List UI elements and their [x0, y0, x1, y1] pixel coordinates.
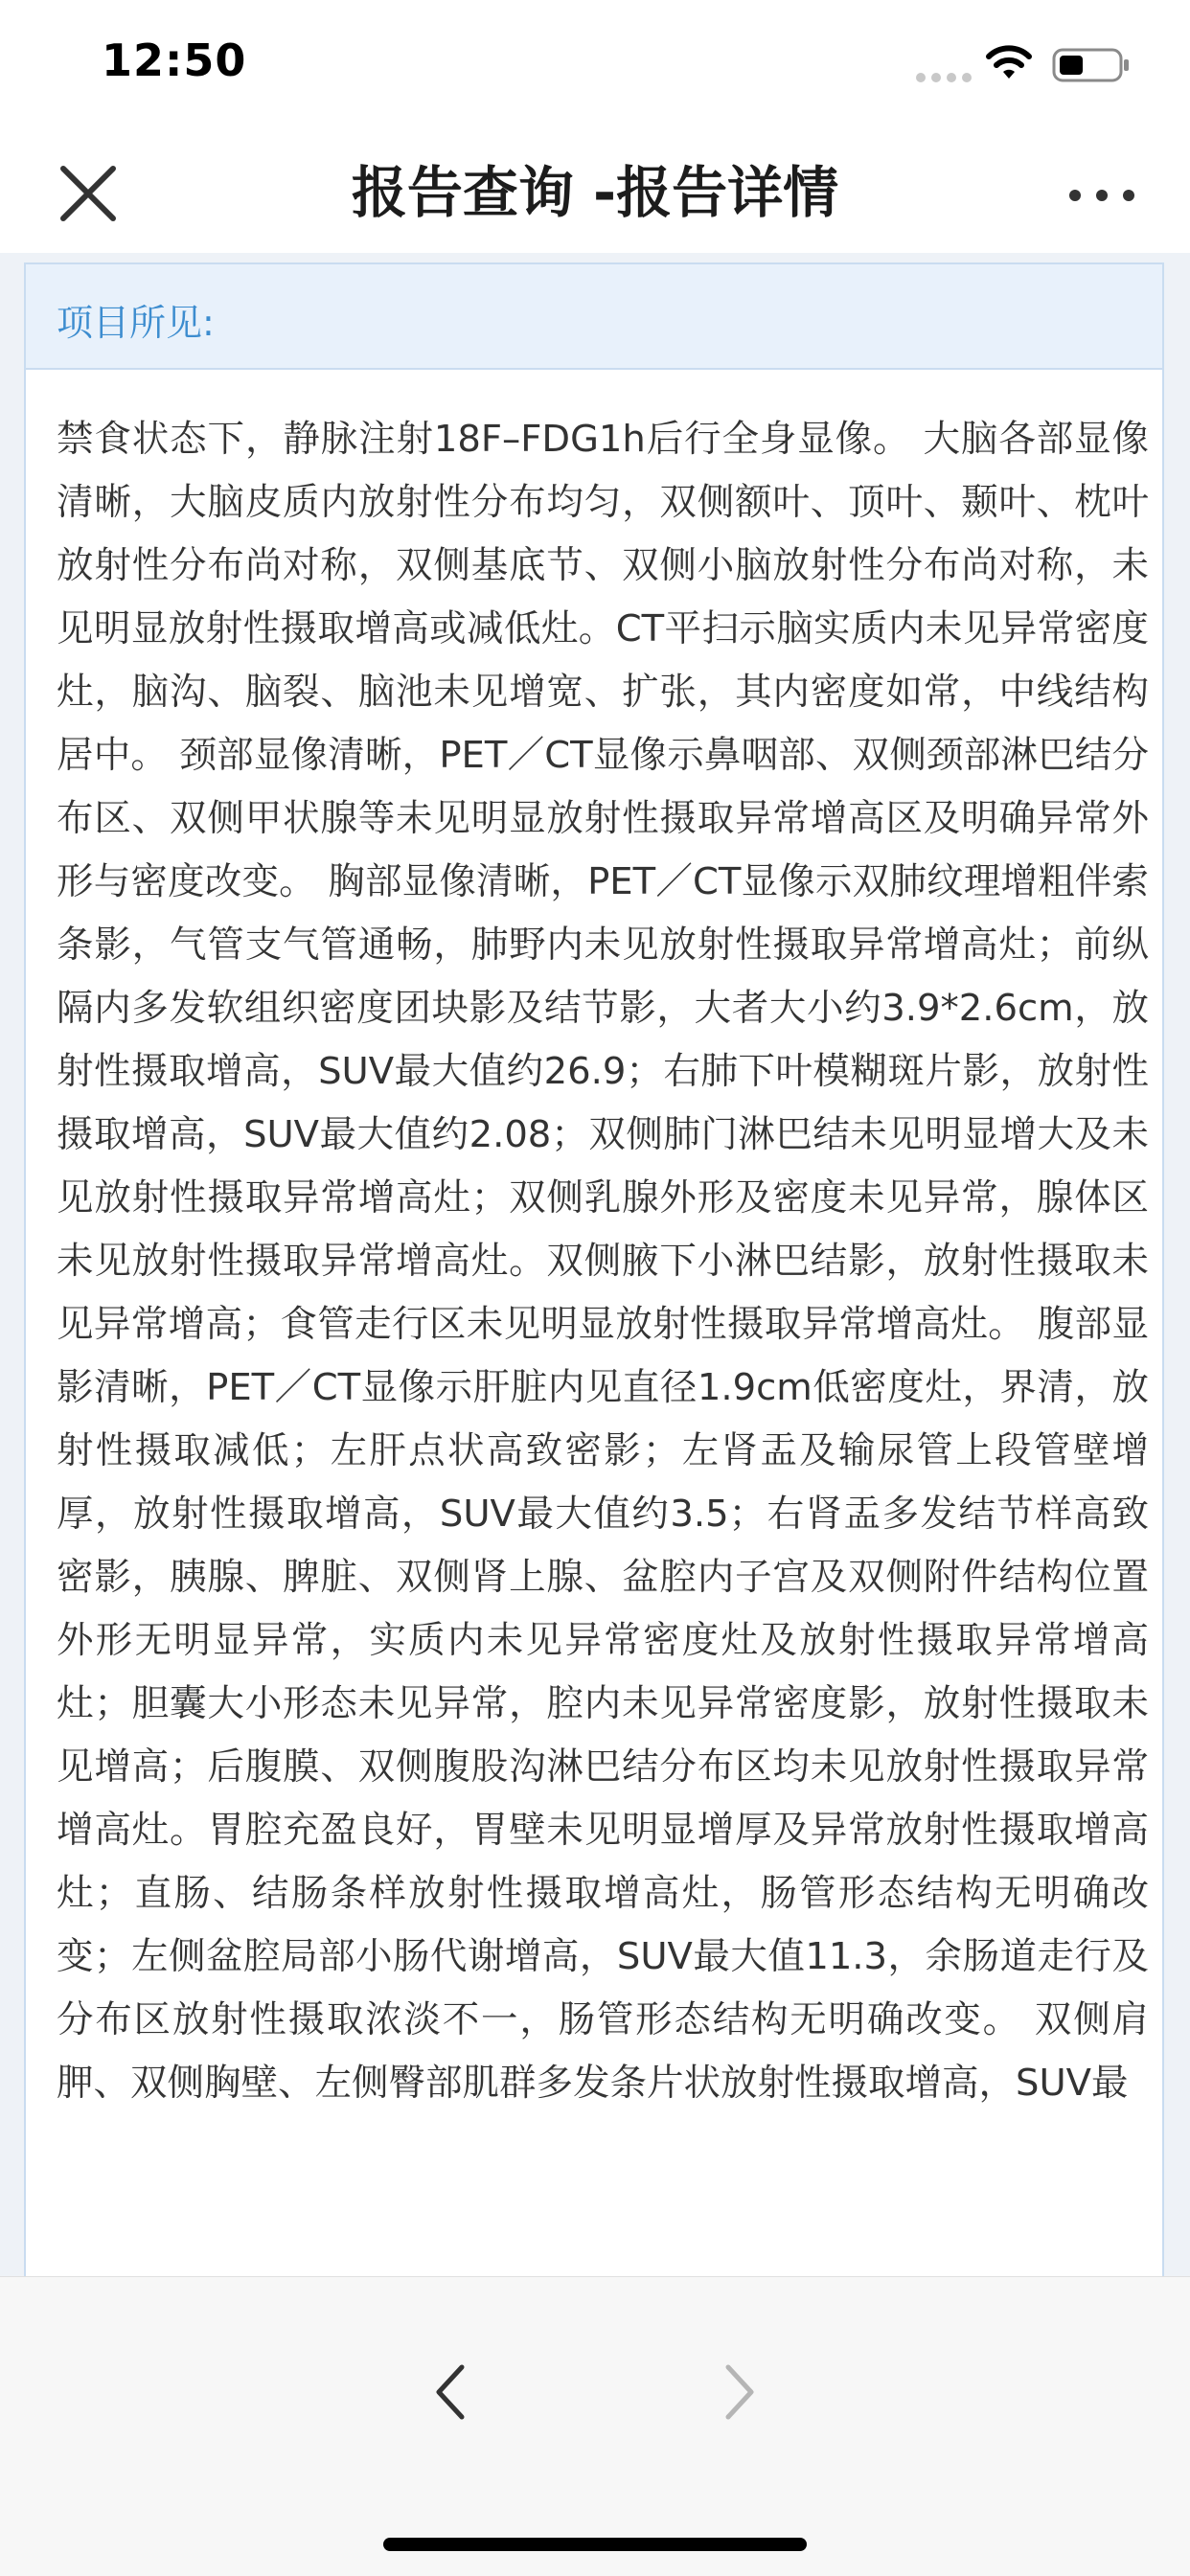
- status-time: 12:50: [102, 34, 247, 86]
- nav-bar: [0, 134, 1190, 254]
- close-icon[interactable]: [50, 155, 126, 232]
- wifi-icon: [985, 44, 1033, 82]
- chevron-left-icon[interactable]: [414, 2354, 491, 2430]
- findings-text: 禁食状态下，静脉注射18F–FDG1h后行全身显像。 大脑各部显像清晰，大脑皮质内放射性分布均匀，双侧额叶、顶叶、颞叶、枕叶放射性分布尚对称，双侧基底节、双侧小脑放射性分布尚对称，未见明显放射性摄取增高或减低灶。CT平扫示脑实质内未见异常密度灶，脑沟、脑裂、脑池未见增宽、扩张，其内密度如常，中线结构居中。 颈部显像清晰，PET／CT显像示鼻咽部、双侧颈部淋巴结分布区、双侧甲状腺等未见明显放射性摄取异常增高区及明确异常外形与密度改变。 胸部显像清晰，PET／CT显像示双肺纹理增粗伴索条影，气管支气管通畅，肺野内未见放射性摄取异常增高灶；前纵隔内多发软组织密度团块影及结节影，大者大小约3.9*2.6cm，放射性摄取增高，SUV最大值约26.9；右肺下叶模糊斑片影，放射性摄取增高，SUV最大值约2.08；双侧肺门淋巴结未见明显增大及未见放射性摄取异常增高灶；双侧乳腺外形及密度未见异常，腺体区未见放射性摄取异常增高灶。双侧腋下小淋巴结影，放射性摄取未见异常增高；食管走行区未见明显放射性摄取异常增高灶。 腹部显影清晰，PET／CT显像示肝脏内见直径1.9cm低密度灶，界清，放射性摄取减低；左肝点状高致密影；左肾盂及输尿管上段管壁增厚，放射性摄取增高，SUV最大值约3.5；右肾盂多发结节样高致密影，胰腺、脾脏、双侧肾上腺、盆腔内子宫及双侧附件结构位置外形无明显异常，实质内未见异常密度灶及放射性摄取异常增高灶；胆囊大小形态未见异常，腔内未见异常密度影，放射性摄取未见增高；后腹膜、双侧腹股沟淋巴结分布区均未见放射性摄取异常增高灶。胃腔充盈良好，胃壁未见明显增厚及异常放射性摄取增高灶；直肠、结肠条样放射性摄取增高灶，肠管形态结构无明确改变；左侧盆腔局部小肠代谢增高，SUV最大值11.3，余肠道走行及分布区放射性摄取浓淡不一，肠管形态结构无明确改变。 双侧肩胛、双侧胸壁、左侧臀部肌群多发条片状放射性摄取增高，SUV最: [57, 418, 1149, 2105]
- signal-dots-icon: [915, 71, 973, 84]
- findings-card: [24, 262, 1164, 2276]
- report-content-area[interactable]: [0, 253, 1190, 2276]
- page-title: 报告查询 -报告详情: [351, 160, 839, 225]
- section-label: 项目所见:: [57, 302, 215, 344]
- more-horizontal-icon[interactable]: [1064, 176, 1140, 215]
- home-indicator: [383, 2538, 807, 2551]
- browser-toolbar: [0, 2276, 1190, 2576]
- chevron-right-icon[interactable]: [699, 2354, 776, 2430]
- section-header: [26, 264, 1162, 370]
- battery-icon: [1052, 48, 1131, 82]
- status-bar: [0, 0, 1190, 134]
